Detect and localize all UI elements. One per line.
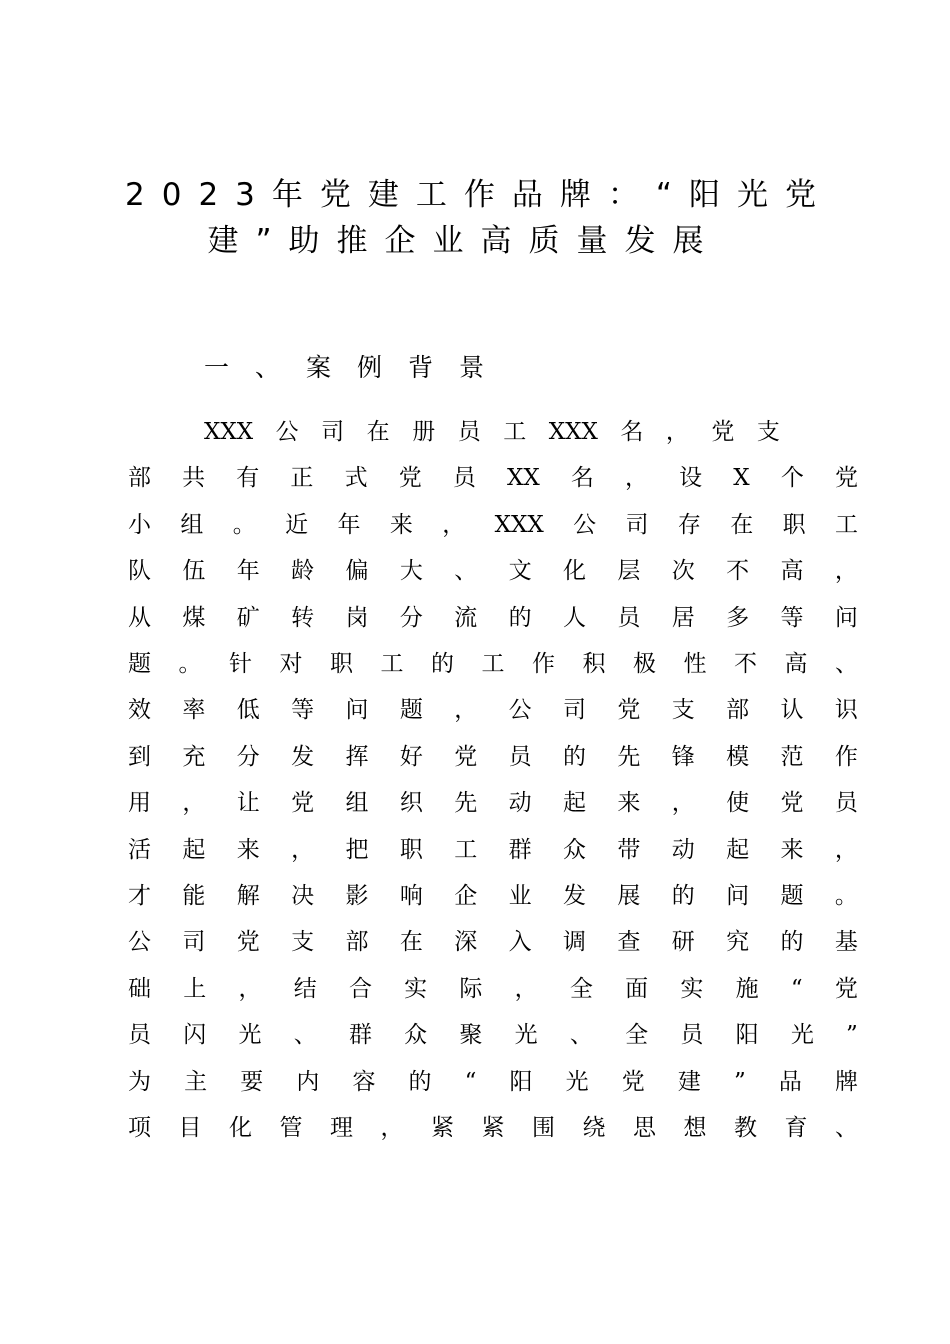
body-char: 作 (834, 743, 858, 770)
body-char: 范 (780, 743, 804, 770)
body-char: 的 (431, 651, 454, 677)
body-char: 的 (408, 1068, 432, 1095)
body-char: 要 (240, 1068, 264, 1095)
body-char: 员 (457, 419, 481, 445)
body-char: 锋 (671, 743, 695, 770)
body-char: 党 (454, 743, 478, 770)
body-char: 党 (834, 975, 858, 1002)
body-char: 际 (459, 975, 483, 1002)
body-char: 员 (680, 1022, 704, 1049)
body-char: 好 (399, 743, 423, 770)
body-char: 上 (183, 975, 207, 1002)
body-char: 想 (683, 1115, 707, 1141)
body-char: 来 (389, 511, 413, 538)
body-char: 起 (726, 836, 750, 863)
body-char: 册 (412, 419, 436, 445)
body-char: 把 (345, 836, 369, 863)
body-char: 职 (782, 511, 806, 538)
body-char: 题 (399, 697, 423, 724)
body-char: 党 (621, 1068, 645, 1095)
body-char: 到 (128, 743, 151, 770)
body-char: 全 (625, 1022, 649, 1049)
body-char: 问 (726, 883, 750, 909)
body-line (128, 786, 858, 820)
body-char: 化 (563, 558, 586, 585)
body-char: 职 (330, 651, 353, 677)
body-char: 解 (236, 883, 260, 909)
body-char: 响 (399, 883, 423, 909)
body-char: 充 (182, 743, 206, 770)
body-char: 员 (452, 465, 476, 492)
body-char: 个 (780, 465, 804, 492)
body-char: 企 (454, 883, 478, 909)
body-char: 问 (345, 697, 369, 724)
body-char: X (733, 465, 750, 492)
body-char: 文 (508, 558, 532, 585)
body-char: 部 (726, 697, 750, 724)
body-char: 化 (229, 1115, 252, 1141)
body-char: 的 (508, 604, 532, 631)
body-char: 党 (711, 419, 735, 445)
body-char: 群 (348, 1022, 372, 1049)
body-char: 光 (790, 1022, 814, 1049)
body-char: 紧 (481, 1115, 505, 1141)
body-char: 挥 (345, 743, 369, 770)
body-char: 能 (182, 883, 206, 909)
body-char: 建 (677, 1068, 701, 1095)
body-char: 让 (236, 790, 260, 817)
body-char: 作 (532, 651, 555, 677)
body-char: 围 (532, 1115, 555, 1141)
body-char: 有 (236, 465, 260, 492)
body-char: 绕 (582, 1115, 606, 1141)
body-char: 、 (835, 651, 858, 677)
body-char: 党 (236, 929, 260, 956)
body-char: 起 (182, 836, 206, 863)
body-char: 小 (128, 511, 151, 538)
body-char: 矿 (236, 604, 260, 631)
body-char: 极 (633, 651, 656, 677)
body-char: 带 (617, 836, 641, 863)
body-char: 项 (128, 1115, 151, 1141)
body-line (128, 601, 858, 635)
body-char: 深 (454, 929, 478, 956)
body-char: 才 (128, 883, 151, 909)
body-char: 工 (454, 836, 478, 863)
body-char: 活 (128, 836, 151, 863)
body-char: 内 (296, 1068, 320, 1095)
body-char: 司 (563, 697, 586, 724)
body-char: 众 (404, 1022, 428, 1049)
body-char: ， (291, 836, 315, 863)
body-char: 积 (582, 651, 606, 677)
body-line (128, 647, 858, 681)
body-char: 流 (454, 604, 478, 631)
section-heading: 一、案例背景 (204, 353, 511, 382)
body-char: 从 (128, 604, 151, 631)
body-char: 多 (726, 604, 750, 631)
body-char: 高 (784, 651, 808, 677)
body-char: 识 (834, 697, 858, 724)
body-char: 年 (236, 558, 260, 585)
body-line (128, 1018, 858, 1052)
body-char: 工 (380, 651, 404, 677)
body-char: 阳 (509, 1068, 533, 1095)
body-char: 主 (184, 1068, 208, 1095)
body-char: 众 (563, 836, 586, 863)
body-char: 。 (232, 511, 256, 538)
body-char: 近 (285, 511, 309, 538)
body-char: 党 (617, 697, 641, 724)
body-char: 组 (180, 511, 204, 538)
body-char: 部 (345, 929, 369, 956)
body-char: 、 (454, 558, 478, 585)
body-char: 居 (671, 604, 695, 631)
body-char: 结 (293, 975, 317, 1002)
body-char: 容 (352, 1068, 376, 1095)
body-char: 来 (236, 836, 260, 863)
body-char: 究 (726, 929, 750, 956)
body-char: 教 (734, 1115, 757, 1141)
body-char: 全 (569, 975, 593, 1002)
body-char: 面 (625, 975, 649, 1002)
body-char: 名 (570, 465, 594, 492)
body-char: 光 (238, 1022, 262, 1049)
body-char: 工 (503, 419, 527, 445)
body-line (128, 693, 858, 727)
body-char: 在 (366, 419, 390, 445)
body-char: 支 (291, 929, 315, 956)
body-char: 来 (617, 790, 641, 817)
body-char: 司 (182, 929, 206, 956)
body-char: 员 (617, 604, 641, 631)
body-char: 实 (404, 975, 428, 1002)
body-char: 对 (279, 651, 303, 677)
body-char: 闪 (183, 1022, 207, 1049)
body-char: 司 (625, 511, 649, 538)
body-char: 入 (508, 929, 532, 956)
body-line (128, 740, 858, 774)
body-line (128, 879, 858, 913)
body-char: XX (506, 465, 540, 492)
body-char: 率 (182, 697, 206, 724)
body-char: ， (665, 419, 689, 445)
body-char: 次 (671, 558, 695, 585)
body-char: 品 (778, 1068, 802, 1095)
body-char: 职 (399, 836, 423, 863)
body-char: ” (733, 1068, 746, 1095)
body-char: 的 (671, 883, 695, 909)
body-char: 等 (291, 697, 315, 724)
body-char: 设 (679, 465, 703, 492)
body-char: ， (442, 511, 466, 538)
body-char: 育 (784, 1115, 808, 1141)
body-char: XXX (204, 419, 254, 445)
body-char: 紧 (431, 1115, 454, 1141)
body-char: 工 (835, 511, 858, 538)
body-char: 、 (835, 1115, 858, 1141)
document-title-line-2: 建”助推企业高质量发展 (207, 223, 721, 259)
body-char: 煤 (182, 604, 206, 631)
body-char: 在 (730, 511, 754, 538)
body-char: 查 (617, 929, 641, 956)
body-char: 的 (563, 743, 586, 770)
body-char: 转 (291, 604, 315, 631)
body-char: 实 (680, 975, 704, 1002)
body-char: 岗 (345, 604, 369, 631)
body-char: 目 (178, 1115, 202, 1141)
body-char: 础 (128, 975, 151, 1002)
body-char: ， (380, 1115, 404, 1141)
body-char: 公 (128, 929, 151, 956)
body-char: 正 (290, 465, 314, 492)
body-char: 存 (677, 511, 701, 538)
body-char: 队 (128, 558, 151, 585)
body-char: 先 (617, 743, 641, 770)
body-char: 决 (291, 883, 315, 909)
body-char: 影 (345, 883, 369, 909)
body-char: 工 (481, 651, 505, 677)
body-char: ， (514, 975, 538, 1002)
body-char: 问 (834, 604, 858, 631)
body-char: 年 (337, 511, 361, 538)
body-line (128, 1065, 858, 1099)
body-char: 研 (671, 929, 695, 956)
body-char: 发 (563, 883, 586, 909)
body-char: 认 (780, 697, 804, 724)
body-char: 牌 (834, 1068, 858, 1095)
body-char: 针 (229, 651, 252, 677)
body-line (128, 508, 858, 542)
body-char: 的 (780, 929, 804, 956)
body-char: 司 (321, 419, 345, 445)
body-char: 业 (508, 883, 532, 909)
body-char: ” (846, 1022, 858, 1049)
body-char: 不 (734, 651, 757, 677)
body-char: 调 (563, 929, 586, 956)
body-char: 、 (293, 1022, 317, 1049)
body-char: 管 (279, 1115, 303, 1141)
body-char: 为 (128, 1068, 151, 1095)
body-char: “ (790, 975, 803, 1002)
body-char: 用 (128, 790, 151, 817)
document-title-line-1: 2023年党建工作品牌：“阳光党 (125, 177, 833, 213)
body-char: 先 (454, 790, 478, 817)
body-char: 式 (344, 465, 368, 492)
body-char: 党 (780, 790, 804, 817)
body-char: 动 (671, 836, 695, 863)
body-char: 发 (291, 743, 315, 770)
body-char: 党 (834, 465, 858, 492)
body-char: 层 (617, 558, 641, 585)
body-char: 、 (569, 1022, 593, 1049)
body-char: 支 (756, 419, 780, 445)
body-char: 党 (291, 790, 315, 817)
body-char: 题 (780, 883, 804, 909)
body-char: 公 (508, 697, 532, 724)
body-char: 高 (780, 558, 804, 585)
body-char: “ (464, 1068, 477, 1095)
body-char: 光 (565, 1068, 589, 1095)
body-char: 低 (236, 697, 260, 724)
body-char: 共 (182, 465, 206, 492)
body-char: 聚 (459, 1022, 483, 1049)
body-char: 。 (178, 651, 202, 677)
body-char: 偏 (345, 558, 369, 585)
body-char: 公 (275, 419, 299, 445)
body-char: 员 (834, 790, 858, 817)
body-line (128, 925, 858, 959)
body-char: 合 (348, 975, 372, 1002)
body-char: 党 (398, 465, 422, 492)
body-char: 龄 (291, 558, 315, 585)
body-char: 分 (236, 743, 260, 770)
body-char: 不 (726, 558, 750, 585)
body-char: 起 (563, 790, 586, 817)
body-char: 名 (620, 419, 644, 445)
body-char: 效 (128, 697, 151, 724)
body-char: 使 (726, 790, 750, 817)
body-line (204, 415, 780, 449)
body-line (128, 1111, 858, 1145)
body-char: 理 (330, 1115, 353, 1141)
body-char: 等 (780, 604, 804, 631)
body-char: 光 (514, 1022, 538, 1049)
body-char: 群 (508, 836, 532, 863)
body-char: ， (625, 465, 649, 492)
body-char: ， (834, 836, 858, 863)
body-char: 性 (683, 651, 707, 677)
body-char: 组 (345, 790, 369, 817)
body-char: 大 (399, 558, 423, 585)
body-char: 阳 (735, 1022, 759, 1049)
body-char: 。 (834, 883, 858, 909)
body-char: 在 (399, 929, 423, 956)
body-char: XXX (494, 511, 544, 538)
body-char: 分 (399, 604, 423, 631)
body-line (128, 554, 858, 588)
body-char: 人 (563, 604, 586, 631)
body-char: 部 (128, 465, 151, 492)
body-char: 织 (399, 790, 423, 817)
body-char: 展 (617, 883, 641, 909)
body-char: 题 (128, 651, 151, 677)
body-char: 基 (834, 929, 858, 956)
body-char: 员 (508, 743, 532, 770)
body-char: 思 (633, 1115, 656, 1141)
body-char: ， (834, 558, 858, 585)
body-line (128, 972, 858, 1006)
body-char: XXX (548, 419, 598, 445)
body-char: 施 (735, 975, 759, 1002)
body-char: 支 (671, 697, 695, 724)
body-char: 员 (128, 1022, 151, 1049)
body-char: 模 (726, 743, 750, 770)
body-char: ， (671, 790, 695, 817)
body-line (128, 833, 858, 867)
body-line (128, 461, 858, 495)
body-char: 来 (780, 836, 804, 863)
body-char: 动 (508, 790, 532, 817)
body-char: ， (238, 975, 262, 1002)
body-char: 公 (573, 511, 597, 538)
body-char: ， (454, 697, 478, 724)
body-char: ， (182, 790, 206, 817)
body-char: 伍 (182, 558, 206, 585)
